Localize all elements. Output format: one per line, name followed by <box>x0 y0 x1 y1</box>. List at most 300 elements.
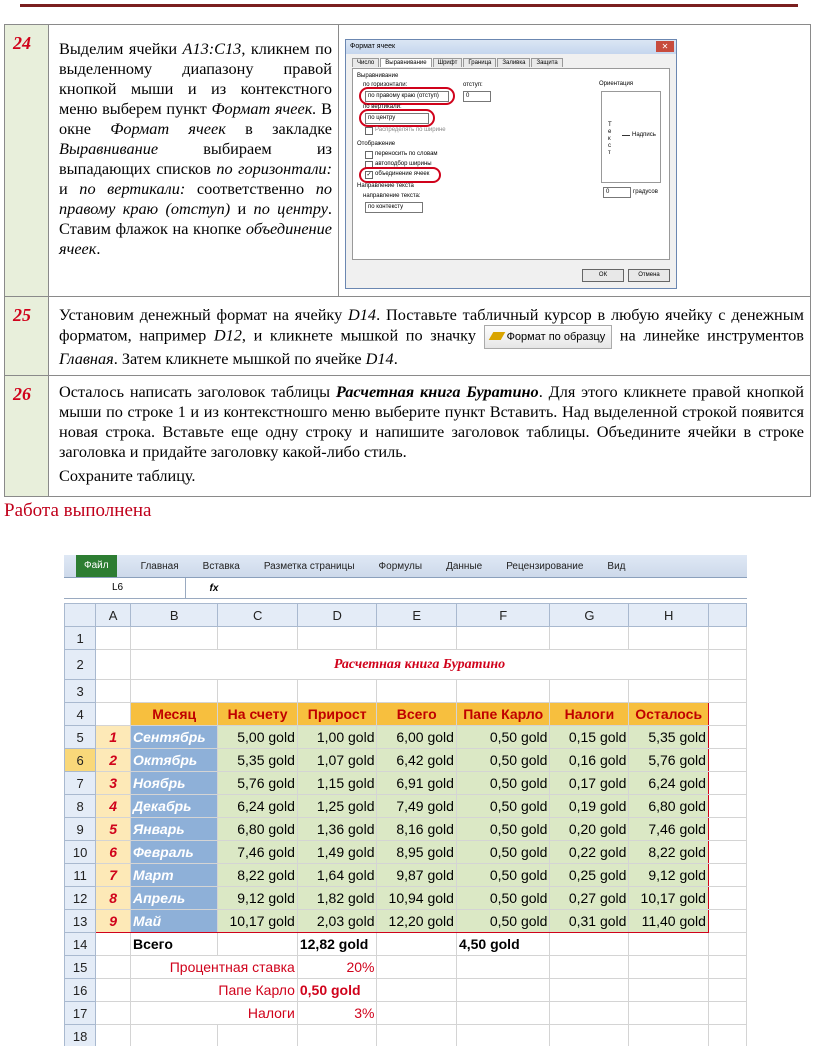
row-header[interactable]: 7 <box>65 772 96 795</box>
format-painter-button[interactable] <box>484 325 613 349</box>
indent-label: отступ: <box>463 82 483 88</box>
text-run: A13:C13 <box>182 39 242 58</box>
text-run: . Ставим флажок на кнопке <box>59 199 332 238</box>
month-cell[interactable]: Март <box>131 864 218 887</box>
cell[interactable] <box>550 1002 629 1025</box>
value-cell[interactable]: 0,50 gold <box>456 772 549 795</box>
distribute-label: Распределять по ширине <box>375 127 446 133</box>
step-number: 24 <box>5 25 49 297</box>
dialog-tab[interactable]: Выравнивание <box>380 58 431 67</box>
index-cell[interactable]: 1 <box>96 726 131 749</box>
ribbon-tabs <box>64 555 747 578</box>
value-cell[interactable]: 6,80 gold <box>629 795 709 818</box>
format-cells-dialog <box>345 39 677 289</box>
total-papa[interactable]: 4,50 gold <box>456 933 549 956</box>
value-cell[interactable]: 7,49 gold <box>377 795 456 818</box>
text-run: . Поставьте табличный курсор в любую ячейку с денежным форматом, например <box>59 305 804 345</box>
column-title-cell[interactable]: Всего <box>377 703 456 726</box>
cell[interactable] <box>629 956 709 979</box>
cell[interactable] <box>377 933 456 956</box>
ribbon-tab[interactable]: Разметка страницы <box>263 560 355 572</box>
orient-text: Надпись <box>632 132 656 138</box>
value-cell[interactable]: 0,22 gold <box>550 841 629 864</box>
ribbon-tab[interactable]: Данные <box>446 560 483 572</box>
distribute-checkbox[interactable] <box>365 127 373 135</box>
value-cell[interactable]: 1,64 gold <box>297 864 377 887</box>
ribbon-tab[interactable]: Рецензирование <box>506 560 584 572</box>
cell[interactable] <box>96 680 131 703</box>
value-cell[interactable]: 6,80 gold <box>218 818 297 841</box>
cell[interactable] <box>629 680 709 703</box>
dialog-tab[interactable]: Число <box>352 58 379 67</box>
table-title[interactable]: Расчетная книга Буратино <box>131 650 709 680</box>
grid-row <box>65 650 747 680</box>
text-run: Главная <box>59 349 114 368</box>
cell[interactable] <box>377 956 456 979</box>
dialog-tab[interactable]: Шрифт <box>433 58 463 67</box>
step-number: 26 <box>5 376 49 497</box>
month-cell[interactable]: Сентябрь <box>131 726 218 749</box>
month-cell[interactable]: Декабрь <box>131 795 218 818</box>
cell[interactable] <box>550 1025 629 1046</box>
row-header[interactable]: 17 <box>65 1002 96 1025</box>
dialog-tab[interactable]: Защита <box>531 58 562 67</box>
cell[interactable] <box>377 1025 456 1046</box>
cell[interactable] <box>708 703 746 726</box>
rate-label[interactable]: Процентная ставка <box>131 956 298 979</box>
ribbon-tab[interactable]: Главная <box>140 560 179 572</box>
excel-window <box>64 555 747 1046</box>
data-row <box>65 772 747 795</box>
value-cell[interactable]: 0,25 gold <box>550 864 629 887</box>
cell[interactable] <box>550 979 629 1002</box>
value-cell[interactable]: 1,36 gold <box>297 818 377 841</box>
value-cell[interactable]: 2,03 gold <box>297 910 377 933</box>
column-title-cell[interactable]: На счету <box>218 703 297 726</box>
ribbon-tab[interactable]: Формулы <box>378 560 423 572</box>
text-run: выбираем из выпадающих списков <box>59 139 332 178</box>
dialog-screenshot-cell <box>339 25 811 297</box>
format-painter-label: Формат по образцу <box>506 331 606 343</box>
degrees-label: градусов <box>633 189 658 195</box>
spreadsheet-grid <box>64 603 747 1046</box>
cell[interactable] <box>218 933 297 956</box>
work-done-label: Работа выполнена <box>4 500 152 521</box>
cell[interactable] <box>297 1025 377 1046</box>
value-cell[interactable]: 1,15 gold <box>297 772 377 795</box>
grid-row <box>65 933 747 956</box>
row-header[interactable]: 11 <box>65 864 96 887</box>
cell[interactable] <box>708 650 746 680</box>
value-cell[interactable]: 9,87 gold <box>377 864 456 887</box>
row-header[interactable]: 8 <box>65 795 96 818</box>
column-title-cell[interactable]: Папе Карло <box>456 703 549 726</box>
cell[interactable] <box>297 680 377 703</box>
orientation-box[interactable] <box>601 91 661 183</box>
value-cell[interactable]: 10,17 gold <box>218 910 297 933</box>
row-header[interactable]: 12 <box>65 887 96 910</box>
brush-icon <box>488 332 505 340</box>
cell[interactable] <box>297 627 377 650</box>
month-cell[interactable]: Ноябрь <box>131 772 218 795</box>
cell[interactable] <box>218 627 297 650</box>
value-cell[interactable]: 6,42 gold <box>377 749 456 772</box>
cell[interactable] <box>708 680 746 703</box>
cell[interactable] <box>456 956 549 979</box>
tax-label[interactable]: Налоги <box>131 1002 298 1025</box>
cell[interactable] <box>131 627 218 650</box>
column-title-cell[interactable]: Осталось <box>629 703 709 726</box>
cell[interactable] <box>96 1025 131 1046</box>
cell[interactable] <box>550 933 629 956</box>
row-header[interactable]: 5 <box>65 726 96 749</box>
data-row <box>65 887 747 910</box>
index-cell[interactable]: 8 <box>96 887 131 910</box>
dir-select[interactable]: по контексту <box>365 202 423 213</box>
cell[interactable] <box>377 1002 456 1025</box>
data-row <box>65 818 747 841</box>
ribbon-tab[interactable]: Вставка <box>202 560 240 572</box>
total-label[interactable]: Всего <box>131 933 218 956</box>
value-cell[interactable]: 0,50 gold <box>456 795 549 818</box>
wrap-checkbox[interactable] <box>365 151 373 159</box>
section-display-label: Отображение <box>357 141 396 147</box>
index-cell[interactable]: 2 <box>96 749 131 772</box>
highlight-ring <box>359 87 455 105</box>
close-icon[interactable]: ✕ <box>656 41 674 52</box>
step-number: 25 <box>5 297 49 376</box>
merge-label: объединение ячеек <box>375 171 430 177</box>
cell[interactable] <box>96 703 131 726</box>
text-run: по центру <box>253 199 328 218</box>
cell[interactable] <box>708 627 746 650</box>
column-header[interactable]: E <box>377 604 456 627</box>
grid-row <box>65 1025 747 1046</box>
value-cell[interactable]: 5,76 gold <box>629 749 709 772</box>
value-cell[interactable]: 0,19 gold <box>550 795 629 818</box>
cancel-button[interactable]: Отмена <box>628 269 670 282</box>
cell[interactable] <box>708 1025 746 1046</box>
index-cell[interactable]: 6 <box>96 841 131 864</box>
orientation-label: Ориентация <box>599 81 634 87</box>
text-run: Выделим ячейки <box>59 39 183 58</box>
value-cell[interactable]: 0,31 gold <box>550 910 629 933</box>
rate-value[interactable]: 20% <box>297 956 377 979</box>
step-text <box>49 376 811 497</box>
text-run: D12 <box>213 325 242 345</box>
value-cell[interactable]: 0,15 gold <box>550 726 629 749</box>
fx-icon[interactable]: fx <box>209 582 219 594</box>
column-header-row <box>65 604 747 627</box>
row-header[interactable]: 10 <box>65 841 96 864</box>
cell[interactable] <box>708 910 746 933</box>
cell[interactable] <box>708 749 746 772</box>
text-run: и <box>59 179 80 198</box>
value-cell[interactable]: 6,00 gold <box>377 726 456 749</box>
grid-row <box>65 703 747 726</box>
formula-bar <box>64 578 747 599</box>
column-header[interactable]: H <box>629 604 709 627</box>
row-header[interactable]: 14 <box>65 933 96 956</box>
cell[interactable] <box>708 841 746 864</box>
step-text <box>49 25 339 297</box>
row-header[interactable]: 16 <box>65 979 96 1002</box>
cell[interactable] <box>456 627 549 650</box>
top-rule <box>20 4 798 7</box>
cell[interactable] <box>708 887 746 910</box>
value-cell[interactable]: 8,95 gold <box>377 841 456 864</box>
cell[interactable] <box>708 933 746 956</box>
value-cell[interactable]: 11,40 gold <box>629 910 709 933</box>
value-cell[interactable]: 5,35 gold <box>629 726 709 749</box>
grid-row <box>65 979 747 1002</box>
cell[interactable] <box>629 979 709 1002</box>
index-cell[interactable]: 7 <box>96 864 131 887</box>
value-cell[interactable]: 6,91 gold <box>377 772 456 795</box>
grid-row <box>65 956 747 979</box>
cell[interactable] <box>708 772 746 795</box>
cell[interactable] <box>377 627 456 650</box>
horiz-label: по горизонтали: <box>363 82 408 88</box>
index-cell[interactable]: 5 <box>96 818 131 841</box>
row-header[interactable]: 3 <box>65 680 96 703</box>
step-text <box>49 297 811 376</box>
cell[interactable] <box>550 956 629 979</box>
cell[interactable] <box>708 1002 746 1025</box>
value-cell[interactable]: 8,22 gold <box>218 864 297 887</box>
row-header[interactable]: 4 <box>65 703 96 726</box>
cell[interactable] <box>456 1002 549 1025</box>
cell[interactable] <box>629 1002 709 1025</box>
cell[interactable] <box>708 864 746 887</box>
row-header[interactable]: 13 <box>65 910 96 933</box>
text-run: . Затем кликнете мышкой по ячейке <box>113 349 366 368</box>
text-run: В окне <box>59 99 332 138</box>
month-cell[interactable]: Апрель <box>131 887 218 910</box>
section-dir-label: Направление текста <box>357 183 414 189</box>
value-cell[interactable]: 0,50 gold <box>456 864 549 887</box>
cell[interactable] <box>708 818 746 841</box>
dialog-tab[interactable]: Граница <box>463 58 496 67</box>
step-row-24 <box>5 25 811 297</box>
text-run: , кликнем по выделенному диапазону правой кнопкой мыши и из контекстного меню выберем пункт <box>59 39 332 118</box>
cell[interactable] <box>708 956 746 979</box>
text-run: по вертикали: <box>79 179 186 198</box>
dialog-tabs <box>352 58 564 67</box>
merge-checkbox[interactable]: ✓ <box>366 172 372 178</box>
value-cell[interactable]: 9,12 gold <box>629 864 709 887</box>
value-cell[interactable]: 8,22 gold <box>629 841 709 864</box>
index-cell[interactable]: 3 <box>96 772 131 795</box>
value-cell[interactable]: 0,17 gold <box>550 772 629 795</box>
column-header[interactable]: D <box>297 604 377 627</box>
tax-value[interactable]: 3% <box>297 1002 377 1025</box>
column-title-cell[interactable]: Налоги <box>550 703 629 726</box>
index-cell[interactable]: 9 <box>96 910 131 933</box>
text-run: Осталось написать заголовок таблицы <box>59 382 336 401</box>
value-cell[interactable]: 5,76 gold <box>218 772 297 795</box>
cell[interactable] <box>96 933 131 956</box>
value-cell[interactable]: 1,25 gold <box>297 795 377 818</box>
value-cell[interactable]: 0,16 gold <box>550 749 629 772</box>
column-header[interactable]: F <box>456 604 549 627</box>
row-header[interactable]: 18 <box>65 1025 96 1046</box>
cell[interactable] <box>456 979 549 1002</box>
text-run: в закладке <box>225 119 333 138</box>
data-row <box>65 726 747 749</box>
grid-row <box>65 627 747 650</box>
ok-button[interactable]: ОК <box>582 269 624 282</box>
cell[interactable] <box>456 1025 549 1046</box>
name-box[interactable]: L6 <box>64 578 186 598</box>
text-run: по горизонтали: <box>216 159 332 178</box>
index-cell[interactable]: 4 <box>96 795 131 818</box>
cell[interactable] <box>377 979 456 1002</box>
value-cell[interactable]: 9,12 gold <box>218 887 297 910</box>
step-row-25 <box>5 297 811 376</box>
cell[interactable] <box>96 650 131 680</box>
grid-row <box>65 1002 747 1025</box>
text-run: на линейке инструментов <box>612 325 804 345</box>
value-cell[interactable]: 8,16 gold <box>377 818 456 841</box>
row-header[interactable]: 1 <box>65 627 96 650</box>
value-cell[interactable]: 6,24 gold <box>629 772 709 795</box>
ribbon-tab[interactable]: Файл <box>76 555 117 577</box>
papa-value[interactable]: 0,50 gold <box>297 979 377 1002</box>
value-cell[interactable]: 0,50 gold <box>456 818 549 841</box>
cell[interactable] <box>550 680 629 703</box>
value-cell[interactable]: 1,49 gold <box>297 841 377 864</box>
cell[interactable] <box>550 627 629 650</box>
month-cell[interactable]: Май <box>131 910 218 933</box>
text-run: . <box>393 349 398 368</box>
value-cell[interactable]: 7,46 gold <box>629 818 709 841</box>
ribbon-tab[interactable]: Вид <box>607 560 626 572</box>
total-growth[interactable]: 12,82 gold <box>297 933 377 956</box>
value-cell[interactable]: 6,24 gold <box>218 795 297 818</box>
cell[interactable] <box>96 1002 131 1025</box>
text-run: , и кликнете мышкой по значку <box>241 325 484 345</box>
orient-vertical-text: Т е к с т <box>608 122 612 156</box>
cell[interactable] <box>96 979 131 1002</box>
data-row <box>65 841 747 864</box>
text-run: и <box>230 199 254 218</box>
cell[interactable] <box>377 680 456 703</box>
indent-field[interactable]: 0 <box>463 91 491 102</box>
dir-label: направление текста: <box>363 193 421 199</box>
value-cell[interactable]: 0,20 gold <box>550 818 629 841</box>
cell[interactable] <box>218 680 297 703</box>
value-cell[interactable]: 7,46 gold <box>218 841 297 864</box>
value-cell[interactable]: 1,82 gold <box>297 887 377 910</box>
text-run: Формат ячеек. <box>211 99 317 118</box>
cell[interactable] <box>708 795 746 818</box>
data-row <box>65 795 747 818</box>
value-cell[interactable]: 1,00 gold <box>297 726 377 749</box>
value-cell[interactable]: 0,50 gold <box>456 910 549 933</box>
column-header[interactable] <box>708 604 746 627</box>
value-cell[interactable]: 0,27 gold <box>550 887 629 910</box>
text-run: D14 <box>365 349 394 368</box>
save-instruction: Сохраните таблицу. <box>59 466 196 485</box>
cell[interactable] <box>629 627 709 650</box>
text-run: Расчетная книга Буратино <box>335 382 539 401</box>
cell[interactable] <box>708 726 746 749</box>
column-header[interactable]: G <box>550 604 629 627</box>
cell[interactable] <box>629 933 709 956</box>
vert-label: по вертикали: <box>363 104 402 110</box>
step-row-26 <box>5 376 811 497</box>
text-run: . Для этого кликнете правой кнопкой мыши по строке 1 и из контекстношго меню выберите пункт Вставить. Над выделенной строкой появится новая строка. Вставьте еще одну строку и напишите заголовок таблицы. Объедините ячейки в строке заголовка и придайте заголовку какой-либо стиль. <box>59 382 804 461</box>
column-title-cell[interactable]: Прирост <box>297 703 377 726</box>
column-header[interactable]: C <box>218 604 297 627</box>
row-header[interactable]: 9 <box>65 818 96 841</box>
value-cell[interactable]: 12,20 gold <box>377 910 456 933</box>
autofit-label: автоподбор ширины <box>375 161 432 167</box>
cell[interactable] <box>96 627 131 650</box>
cell[interactable] <box>708 979 746 1002</box>
value-cell[interactable]: 5,00 gold <box>218 726 297 749</box>
value-cell[interactable]: 1,07 gold <box>297 749 377 772</box>
row-header[interactable]: 6 <box>65 749 96 772</box>
cell[interactable] <box>96 956 131 979</box>
grid-row <box>65 680 747 703</box>
data-row <box>65 749 747 772</box>
row-header[interactable]: 15 <box>65 956 96 979</box>
horiz-select[interactable]: по правому краю (отступ) <box>365 91 449 102</box>
data-row <box>65 910 747 933</box>
text-run: D14 <box>348 305 377 324</box>
cell[interactable] <box>456 680 549 703</box>
value-cell[interactable]: 0,50 gold <box>456 841 549 864</box>
column-title-cell[interactable]: Месяц <box>131 703 218 726</box>
papa-label[interactable]: Папе Карло <box>131 979 298 1002</box>
value-cell[interactable]: 5,35 gold <box>218 749 297 772</box>
text-run: объединение ячеек <box>59 219 332 258</box>
cell[interactable] <box>131 1025 218 1046</box>
column-header[interactable]: B <box>131 604 218 627</box>
value-cell[interactable]: 0,50 gold <box>456 726 549 749</box>
cell[interactable] <box>131 680 218 703</box>
month-cell[interactable]: Январь <box>131 818 218 841</box>
data-row <box>65 864 747 887</box>
value-cell[interactable]: 0,50 gold <box>456 749 549 772</box>
text-run: Формат ячеек <box>110 119 226 138</box>
text-run: по правому краю (отступ) <box>59 179 332 218</box>
value-cell[interactable]: 10,94 gold <box>377 887 456 910</box>
wrap-label: переносить по словам <box>375 151 438 157</box>
month-cell[interactable]: Октябрь <box>131 749 218 772</box>
month-cell[interactable]: Февраль <box>131 841 218 864</box>
steps-table <box>4 24 811 497</box>
column-header[interactable]: A <box>96 604 131 627</box>
degrees-field[interactable]: 0 <box>603 187 631 198</box>
value-cell[interactable]: 10,17 gold <box>629 887 709 910</box>
text-run: . <box>96 239 101 258</box>
row-header[interactable]: 2 <box>65 650 96 680</box>
highlight-ring <box>359 109 435 127</box>
text-run: Выравнивание <box>59 139 159 158</box>
value-cell[interactable]: 0,50 gold <box>456 887 549 910</box>
highlight-ring <box>359 167 441 183</box>
select-all-corner[interactable] <box>65 604 96 627</box>
dialog-tab[interactable]: Заливка <box>497 58 530 67</box>
alignment-panel <box>352 68 670 260</box>
cell[interactable] <box>629 1025 709 1046</box>
vert-select[interactable]: по центру <box>365 113 429 124</box>
cell[interactable] <box>218 1025 297 1046</box>
section-align-label: Выравнивание <box>357 73 399 79</box>
